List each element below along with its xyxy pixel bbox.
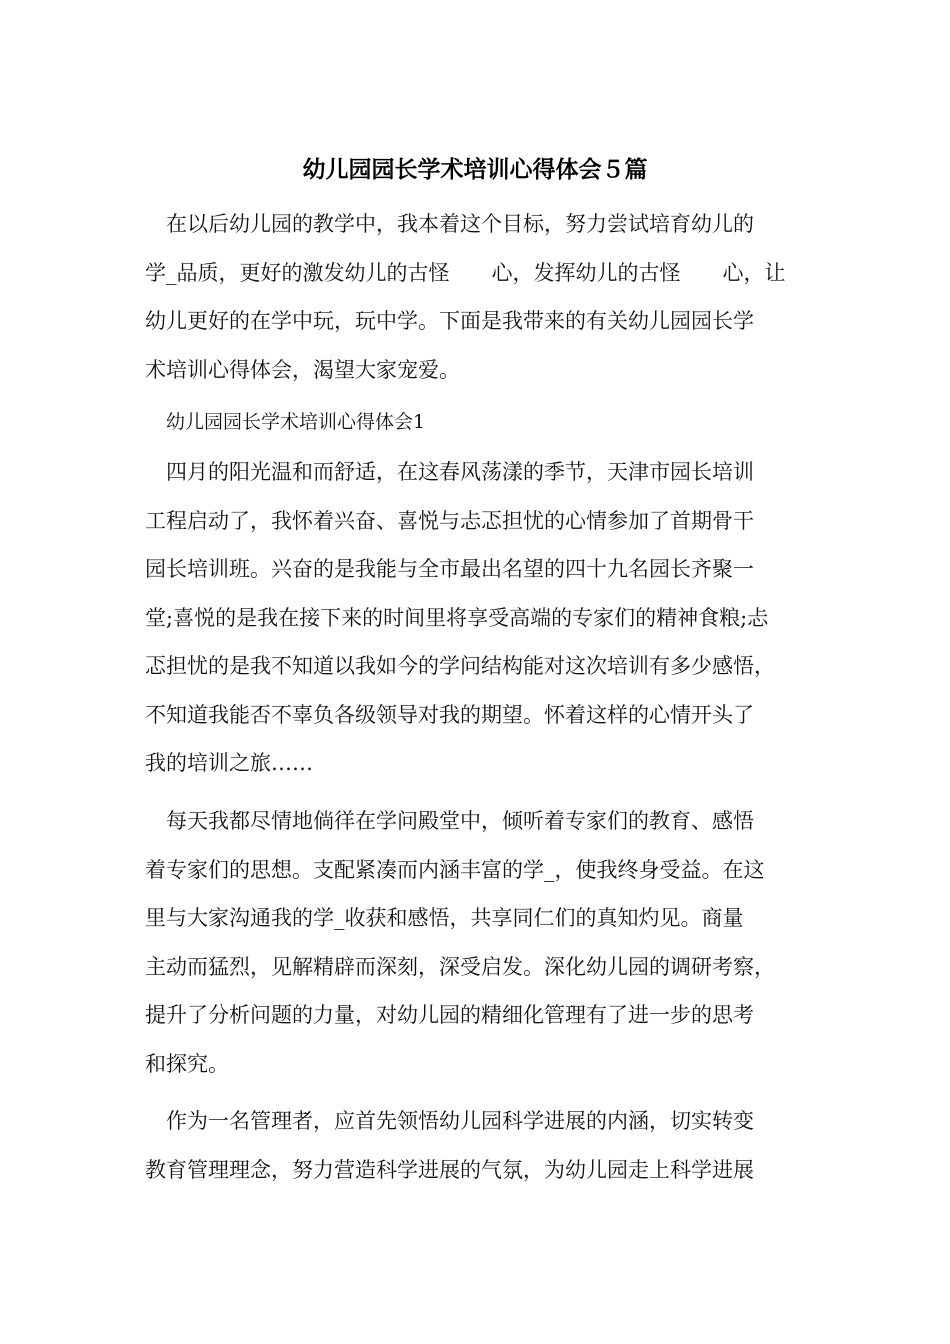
text-line: 不知道我能否不辜负各级领导对我的期望。怀着这样的心情开头了 bbox=[145, 702, 754, 727]
paragraph-1 bbox=[145, 448, 835, 788]
text-line: 术培训心得体会，渴望大家宠爱。 bbox=[145, 357, 460, 382]
text-line: 幼儿更好的在学中玩，玩中学。下面是我带来的有关幼儿园园长学 bbox=[145, 309, 754, 333]
text-line: 和探究。 bbox=[145, 1051, 229, 1076]
text-line: 园长培训班。兴奋的是我能与全市最出名望的四十九名园长齐聚一 bbox=[145, 557, 754, 581]
paragraph-2 bbox=[145, 797, 835, 1088]
text-line: 里与大家沟通我的学_收获和感悟，共享同仁们的真知灼见。商量 bbox=[145, 906, 744, 930]
text-line: 工程启动了，我怀着兴奋、喜悦与忐忑担忧的心情参加了首期骨干 bbox=[145, 508, 754, 533]
text-line: 作为一名管理者，应首先领悟幼儿园科学进展的内涵，切实转变 bbox=[166, 1109, 754, 1133]
text-line: 学_品质，更好的激发幼儿的古怪 心，发挥幼儿的古怪 心，让 bbox=[145, 260, 786, 285]
intro-paragraph bbox=[145, 200, 835, 394]
paragraph-3 bbox=[145, 1097, 835, 1194]
text-line: 在以后幼儿园的教学中，我本着这个目标，努力尝试培育幼儿的 bbox=[166, 212, 754, 236]
text-line: 四月的阳光温和而舒适，在这春风荡漾的季节，天津市园长培训 bbox=[166, 460, 754, 484]
text-line: 着专家们的思想。支配紧凑而内涵丰富的学_，使我终身受益。在这 bbox=[145, 857, 765, 882]
text-line: 教育管理理念，努力营造科学进展的气氛，为幼儿园走上科学进展 bbox=[145, 1157, 754, 1182]
section-heading: 幼儿园园长学术培训心得体会1 bbox=[166, 411, 426, 433]
text-line: 忑担忧的是我不知道以我如今的学问结构能对这次培训有多少感悟， bbox=[145, 654, 775, 678]
text-line: 主动而猛烈，见解精辟而深刻，深受启发。深化幼儿园的调研考察， bbox=[145, 954, 775, 979]
document-title: 幼儿园园长学术培训心得体会５篇 bbox=[302, 157, 648, 183]
text-line: 每天我都尽情地倘徉在学问殿堂中，倾听着专家们的教育、感悟 bbox=[166, 809, 754, 833]
text-line: 提升了分析问题的力量，对幼儿园的精细化管理有了进一步的思考 bbox=[145, 1003, 754, 1027]
text-line: 堂;喜悦的是我在接下来的时间里将享受高端的专家们的精神食粮;忐 bbox=[145, 605, 769, 630]
text-line: 我的培训之旅…… bbox=[145, 751, 313, 775]
